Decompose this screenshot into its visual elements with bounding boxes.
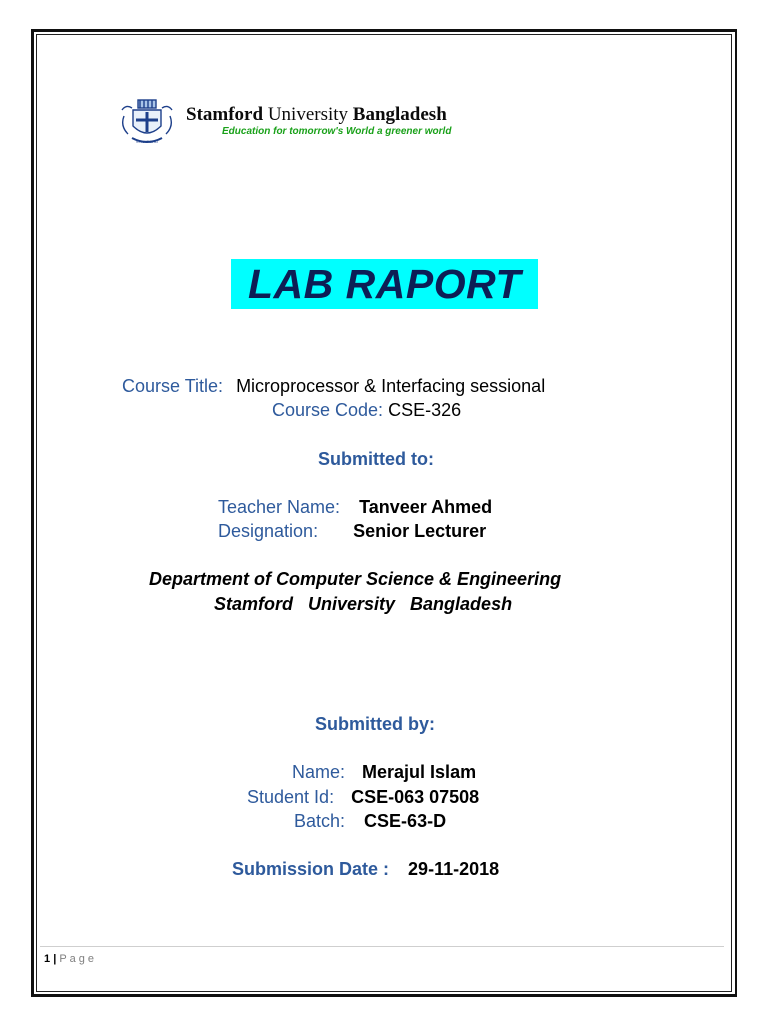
- university-crest-icon: [118, 96, 176, 146]
- page-word: Page: [59, 953, 98, 965]
- batch-label: Batch:: [294, 811, 346, 831]
- page-footer: [44, 953, 97, 965]
- designation-line: [218, 521, 486, 542]
- page-separator: |: [53, 953, 57, 965]
- batch-value: CSE-63-D: [364, 811, 447, 831]
- batch-line: [294, 811, 446, 832]
- designation-label: Designation:: [218, 521, 319, 541]
- student-name-value: Merajul Islam: [362, 762, 477, 782]
- course-title-value: Microprocessor & Interfacing sessional: [236, 376, 546, 396]
- student-id-value: CSE-063 07508: [351, 787, 480, 807]
- svg-text:STAMFORD: STAMFORD: [135, 139, 159, 144]
- course-title-label: Course Title:: [122, 376, 224, 396]
- submitted-to-heading: Submitted to:: [318, 449, 434, 469]
- teacher-name-line: [218, 497, 492, 518]
- university-name-part2: University: [267, 104, 349, 125]
- student-id-label: Student Id:: [247, 787, 335, 807]
- report-title: LAB RAPORT: [247, 260, 522, 307]
- course-title-line: [122, 376, 545, 397]
- course-code-label: Course Code:: [272, 400, 384, 420]
- student-name-line: [292, 762, 476, 783]
- course-code-line: [272, 400, 461, 421]
- university-name-part1: Stamford: [186, 104, 264, 125]
- university-name: [186, 104, 447, 126]
- university-tagline: Education for tomorrow's World a greener world: [222, 126, 452, 137]
- course-code-value: CSE-326: [388, 400, 462, 420]
- student-name-label: Name:: [292, 762, 346, 782]
- teacher-name-value: Tanveer Ahmed: [359, 497, 493, 517]
- university-name-part3: Bangladesh: [352, 104, 447, 125]
- report-title-highlight: [231, 259, 538, 309]
- submission-date-line: [232, 859, 499, 880]
- student-id-line: [247, 787, 479, 808]
- submitted-by-heading: Submitted by:: [315, 714, 435, 734]
- footer-divider: [40, 946, 724, 947]
- department-university: Stamford University Bangladesh: [214, 594, 513, 614]
- teacher-name-label: Teacher Name:: [218, 497, 341, 517]
- department-name: Department of Computer Science & Engineering: [149, 569, 562, 589]
- submission-date-label: Submission Date :: [232, 859, 390, 879]
- submission-date-value: 29-11-2018: [408, 859, 500, 879]
- page-number: 1: [44, 953, 51, 965]
- designation-value: Senior Lecturer: [353, 521, 487, 541]
